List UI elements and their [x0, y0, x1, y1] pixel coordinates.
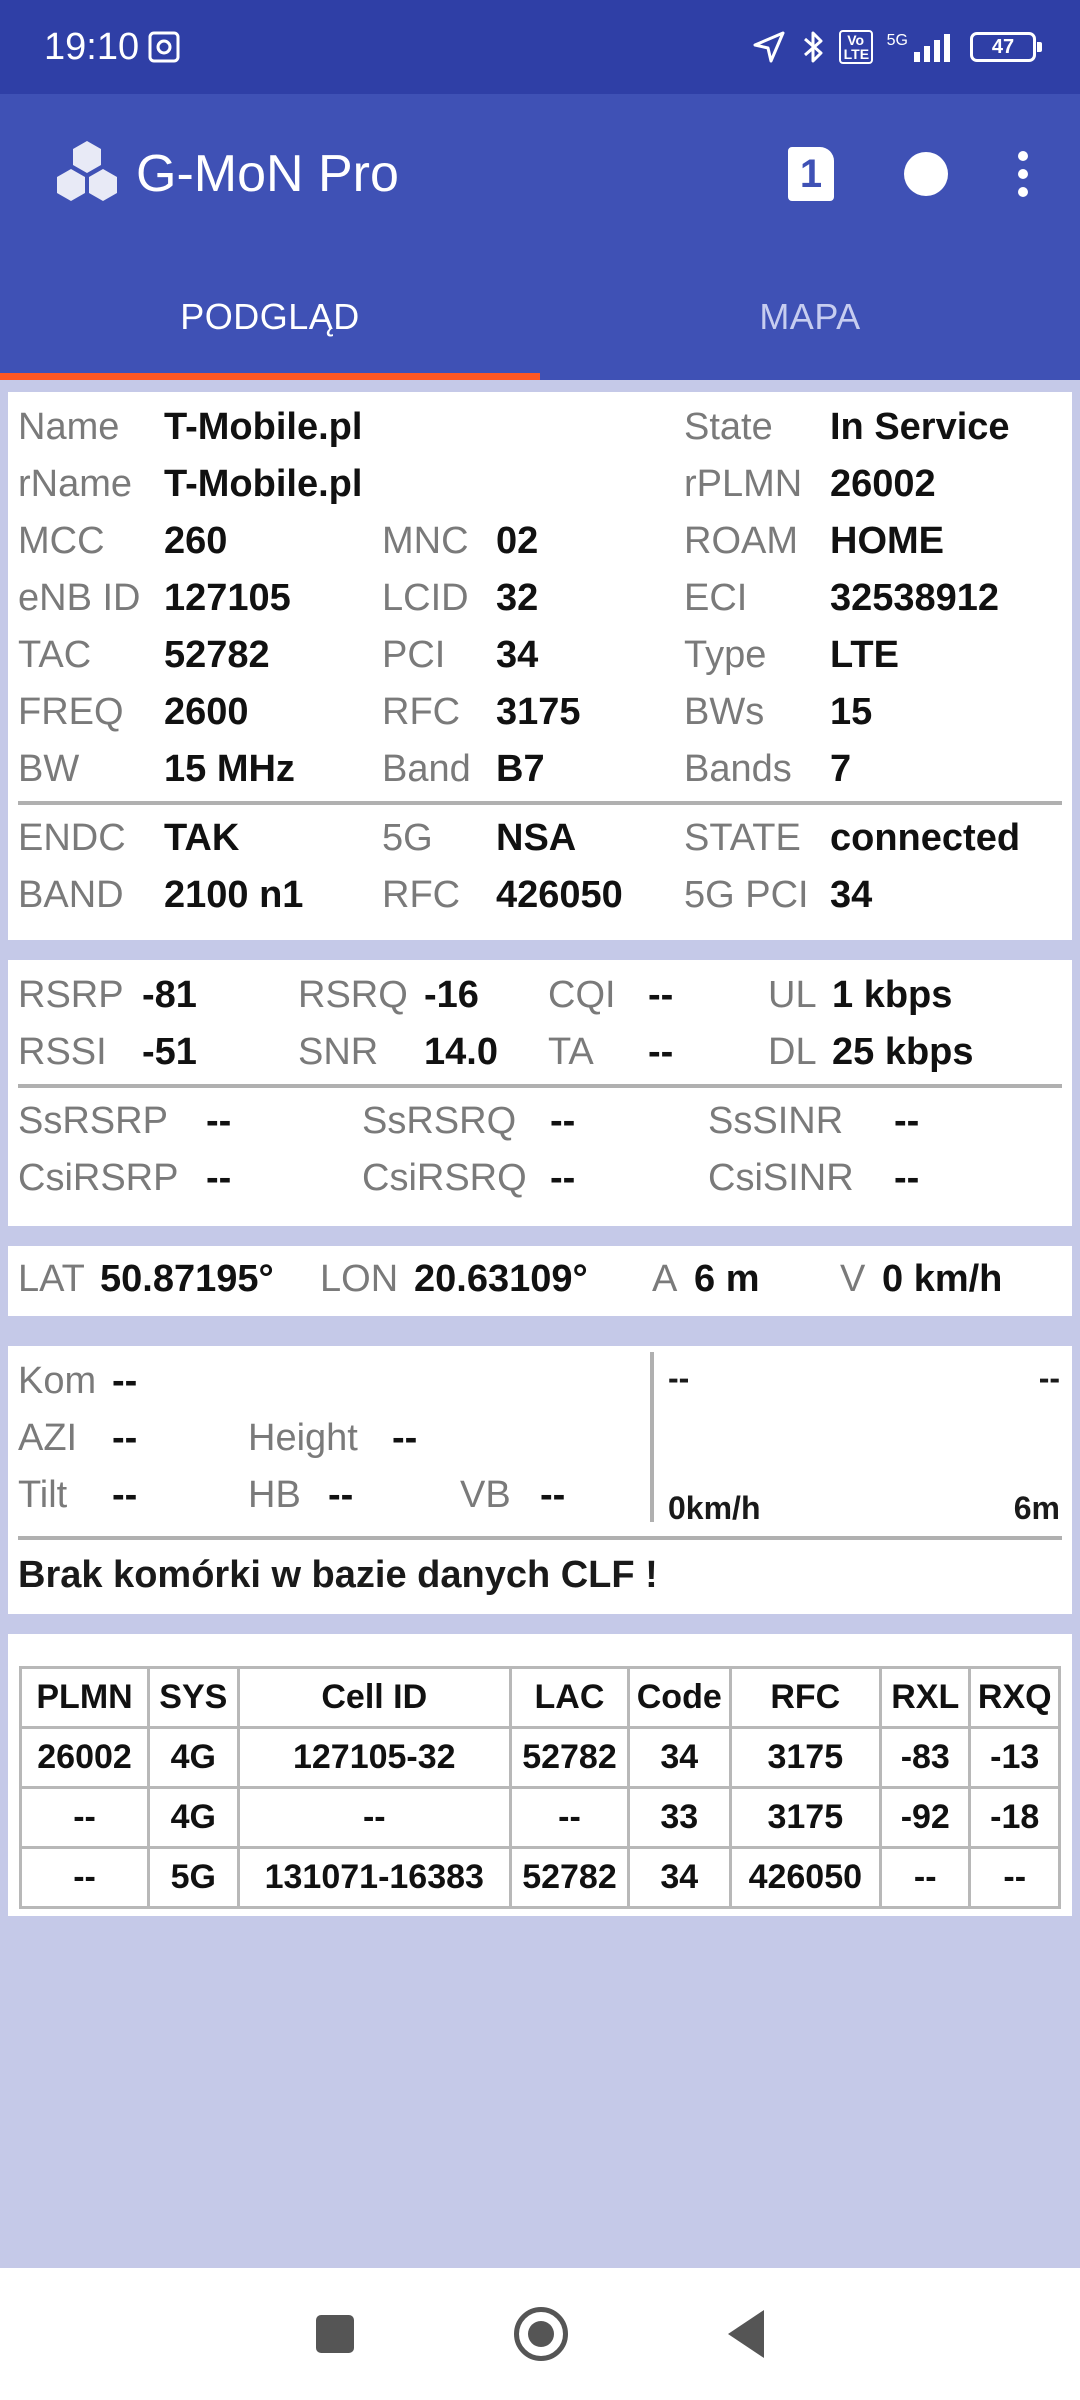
5g-pci-value: 34 — [830, 874, 873, 916]
row-tac — [18, 626, 1062, 683]
tab-mapa[interactable]: MAPA — [759, 296, 861, 337]
rname-value: T-Mobile.pl — [164, 463, 363, 505]
snr-value: 14.0 — [424, 1031, 498, 1073]
cell-rxl: -92 — [881, 1788, 970, 1848]
azi-label: AZI — [18, 1417, 78, 1459]
cqi-label: CQI — [548, 974, 616, 1016]
col-cell-id: Cell ID — [238, 1668, 510, 1728]
band2-label: BAND — [18, 874, 124, 916]
rsrq-value: -16 — [424, 974, 479, 1016]
state-value: In Service — [830, 406, 1010, 448]
rname-label: rName — [18, 463, 133, 505]
app-title: G-MoN Pro — [136, 145, 399, 203]
row-kom — [18, 1352, 638, 1409]
rplmn-value: 26002 — [830, 463, 936, 505]
bands-value: 7 — [830, 748, 852, 790]
csirsrp-label: CsiRSRP — [18, 1157, 179, 1199]
bws-value: 15 — [830, 691, 873, 733]
row-csirsrp — [18, 1149, 1062, 1206]
speed-label: V — [840, 1258, 866, 1300]
ssrsrp-value: -- — [206, 1100, 232, 1142]
site-distance: 6m — [1013, 1490, 1060, 1526]
height-value: -- — [392, 1417, 418, 1459]
kom-label: Kom — [18, 1360, 97, 1402]
azi-value: -- — [112, 1417, 138, 1459]
ta-value: -- — [648, 1031, 674, 1073]
csirsrq-label: CsiRSRQ — [362, 1157, 527, 1199]
cell-lac: -- — [511, 1788, 629, 1848]
cell-rfc: 3175 — [730, 1788, 880, 1848]
row-rsrp — [18, 966, 1062, 1023]
location-card — [8, 1246, 1072, 1316]
5g-label: 5G — [382, 817, 433, 859]
ul-label: UL — [768, 974, 817, 1016]
band2-value: 2100 n1 — [164, 874, 304, 916]
cell-table — [19, 1666, 1061, 1909]
ta-label: TA — [548, 1031, 594, 1073]
cell-rxl: -83 — [881, 1728, 970, 1788]
csisinr-value: -- — [894, 1157, 920, 1199]
network-type-label: 5G — [886, 32, 908, 49]
row-enb — [18, 569, 1062, 626]
dl-label: DL — [768, 1031, 817, 1073]
row-mcc — [18, 512, 1062, 569]
cell-sys: 4G — [149, 1728, 238, 1788]
row-name — [18, 398, 1062, 455]
ssrsrq-label: SsRSRQ — [362, 1100, 517, 1142]
endc-label: ENDC — [18, 817, 126, 859]
lat-value: 50.87195° — [100, 1258, 274, 1300]
table-header-row — [21, 1668, 1060, 1728]
rfc-value: 3175 — [496, 691, 581, 733]
name-label: Name — [18, 406, 120, 448]
col-sys: SYS — [149, 1668, 238, 1728]
endc-value: TAK — [164, 817, 240, 859]
bw-label: BW — [18, 748, 80, 790]
state2-value: connected — [830, 817, 1021, 859]
bluetooth-icon — [801, 29, 825, 65]
home-button[interactable] — [514, 2307, 568, 2361]
site-card — [8, 1346, 1072, 1614]
lon-value: 20.63109° — [414, 1258, 588, 1300]
mnc-value: 02 — [496, 520, 539, 562]
divider — [18, 1084, 1062, 1088]
accuracy-value: 6 m — [694, 1258, 760, 1300]
site-speed: 0km/h — [668, 1490, 761, 1526]
app-bar — [0, 94, 1080, 254]
snr-label: SNR — [298, 1031, 379, 1073]
col-rxq: RXQ — [970, 1668, 1060, 1728]
row-rssi — [18, 1023, 1062, 1080]
cell-rfc: 3175 — [730, 1728, 880, 1788]
record-button[interactable] — [904, 152, 948, 196]
sim-number: 1 — [799, 151, 823, 196]
row-bw — [18, 740, 1062, 797]
rssi-value: -51 — [142, 1031, 197, 1073]
back-button[interactable] — [728, 2310, 764, 2358]
serving-cell-card — [8, 392, 1072, 940]
speed-value: 0 km/h — [882, 1258, 1003, 1300]
cell-code: 34 — [628, 1728, 730, 1788]
cell-sys: 4G — [149, 1788, 238, 1848]
5g-value: NSA — [496, 817, 577, 859]
cell-table-card — [8, 1634, 1072, 1916]
cell-sys: 5G — [149, 1848, 238, 1908]
row-endc — [18, 809, 1062, 866]
cell-rxq: -18 — [970, 1788, 1060, 1848]
freq-value: 2600 — [164, 691, 249, 733]
battery-icon — [970, 32, 1036, 62]
type-value: LTE — [830, 634, 899, 676]
csisinr-label: CsiSINR — [708, 1157, 854, 1199]
bws-label: BWs — [684, 691, 765, 733]
row-ssrsrp — [18, 1092, 1062, 1149]
pci-value: 34 — [496, 634, 539, 676]
row-rname — [18, 455, 1062, 512]
rfc2-label: RFC — [382, 874, 461, 916]
bw-value: 15 MHz — [164, 748, 295, 790]
lcid-label: LCID — [382, 577, 469, 619]
tac-value: 52782 — [164, 634, 270, 676]
vb-label: VB — [460, 1474, 511, 1516]
rplmn-label: rPLMN — [684, 463, 803, 505]
dl-value: 25 kbps — [832, 1031, 974, 1073]
ssrsrp-label: SsRSRP — [18, 1100, 168, 1142]
band-label: Band — [382, 748, 471, 790]
ssrsrq-value: -- — [550, 1100, 576, 1142]
col-lac: LAC — [511, 1668, 629, 1728]
band-value: B7 — [496, 748, 545, 790]
state2-label: STATE — [684, 817, 801, 859]
row-location — [18, 1250, 1062, 1307]
mcc-value: 260 — [164, 520, 228, 562]
col-rxl: RXL — [881, 1668, 970, 1728]
rsrq-label: RSRQ — [298, 974, 408, 1016]
cell-rxl: -- — [881, 1848, 970, 1908]
cell-rfc: 426050 — [730, 1848, 880, 1908]
tac-label: TAC — [18, 634, 92, 676]
height-label: Height — [248, 1417, 358, 1459]
overflow-menu-icon[interactable] — [1018, 151, 1028, 197]
lcid-value: 32 — [496, 577, 539, 619]
lat-label: LAT — [18, 1258, 85, 1300]
name-value: T-Mobile.pl — [164, 406, 363, 448]
mcc-label: MCC — [18, 520, 105, 562]
5g-pci-label: 5G PCI — [684, 874, 809, 916]
cell-id: 131071-16383 — [238, 1848, 510, 1908]
location-arrow-icon — [751, 29, 787, 65]
rfc2-value: 426050 — [496, 874, 623, 916]
state-label: State — [684, 406, 773, 448]
rssi-label: RSSI — [18, 1031, 107, 1073]
vb-value: -- — [540, 1474, 566, 1516]
system-nav-bar — [0, 2268, 1080, 2400]
roam-label: ROAM — [684, 520, 798, 562]
cqi-value: -- — [648, 974, 674, 1016]
row-azi — [18, 1409, 638, 1466]
signal-5g-icon — [887, 32, 956, 62]
cell-id: 127105-32 — [238, 1728, 510, 1788]
roam-value: HOME — [830, 520, 944, 562]
accuracy-label: A — [652, 1258, 678, 1300]
freq-label: FREQ — [18, 691, 124, 733]
sim-selector-icon[interactable] — [788, 147, 834, 201]
signal-card — [8, 960, 1072, 1226]
sssinr-value: -- — [894, 1100, 920, 1142]
row-tilt — [18, 1466, 638, 1523]
volte-icon: Vo LTE — [839, 30, 873, 64]
eci-label: ECI — [684, 577, 748, 619]
battery-level: 47 — [991, 35, 1015, 58]
eci-value: 32538912 — [830, 577, 1000, 619]
col-rfc: RFC — [730, 1668, 880, 1728]
cell-rxq: -- — [970, 1848, 1060, 1908]
divider — [18, 1536, 1062, 1540]
mnc-label: MNC — [382, 520, 469, 562]
type-label: Type — [684, 634, 767, 676]
cell-plmn: -- — [21, 1848, 149, 1908]
row-band2 — [18, 866, 1062, 923]
cell-id: -- — [238, 1788, 510, 1848]
enb-label: eNB ID — [18, 577, 141, 619]
tilt-label: Tilt — [18, 1474, 68, 1516]
pci-label: PCI — [382, 634, 446, 676]
enb-value: 127105 — [164, 577, 291, 619]
tilt-value: -- — [112, 1474, 138, 1516]
divider — [18, 801, 1062, 805]
rfc-label: RFC — [382, 691, 461, 733]
bands-label: Bands — [684, 748, 792, 790]
cell-lac: 52782 — [511, 1728, 629, 1788]
hb-value: -- — [328, 1474, 354, 1516]
csirsrp-value: -- — [206, 1157, 232, 1199]
site-vertical-divider — [650, 1352, 654, 1522]
table-row — [21, 1848, 1060, 1908]
row-freq — [18, 683, 1062, 740]
cell-code: 33 — [628, 1788, 730, 1848]
cell-lac: 52782 — [511, 1848, 629, 1908]
cell-plmn: 26002 — [21, 1728, 149, 1788]
rsrp-label: RSRP — [18, 974, 124, 1016]
lon-label: LON — [320, 1258, 399, 1300]
ul-value: 1 kbps — [832, 974, 953, 1016]
cell-code: 34 — [628, 1848, 730, 1908]
table-row — [21, 1788, 1060, 1848]
cell-plmn: -- — [21, 1788, 149, 1848]
csirsrq-value: -- — [550, 1157, 576, 1199]
table-row — [21, 1728, 1060, 1788]
tab-bar — [0, 254, 1080, 380]
col-code: Code — [628, 1668, 730, 1728]
rsrp-value: -81 — [142, 974, 197, 1016]
site-right-top-right: -- — [1038, 1360, 1060, 1396]
status-time: 19:10 — [44, 25, 140, 68]
screenshot-indicator-icon — [147, 30, 181, 64]
status-bar — [0, 0, 1080, 94]
tab-podglad[interactable]: PODGLĄD — [0, 254, 540, 380]
col-plmn: PLMN — [21, 1668, 149, 1728]
sssinr-label: SsSINR — [708, 1100, 844, 1142]
recents-button[interactable] — [316, 2315, 354, 2353]
app-logo-icon — [52, 139, 122, 210]
cell-rxq: -13 — [970, 1728, 1060, 1788]
hb-label: HB — [248, 1474, 301, 1516]
kom-value: -- — [112, 1360, 138, 1402]
clf-message: Brak komórki w bazie danych CLF ! — [18, 1554, 658, 1596]
site-right-top-left: -- — [668, 1360, 690, 1396]
